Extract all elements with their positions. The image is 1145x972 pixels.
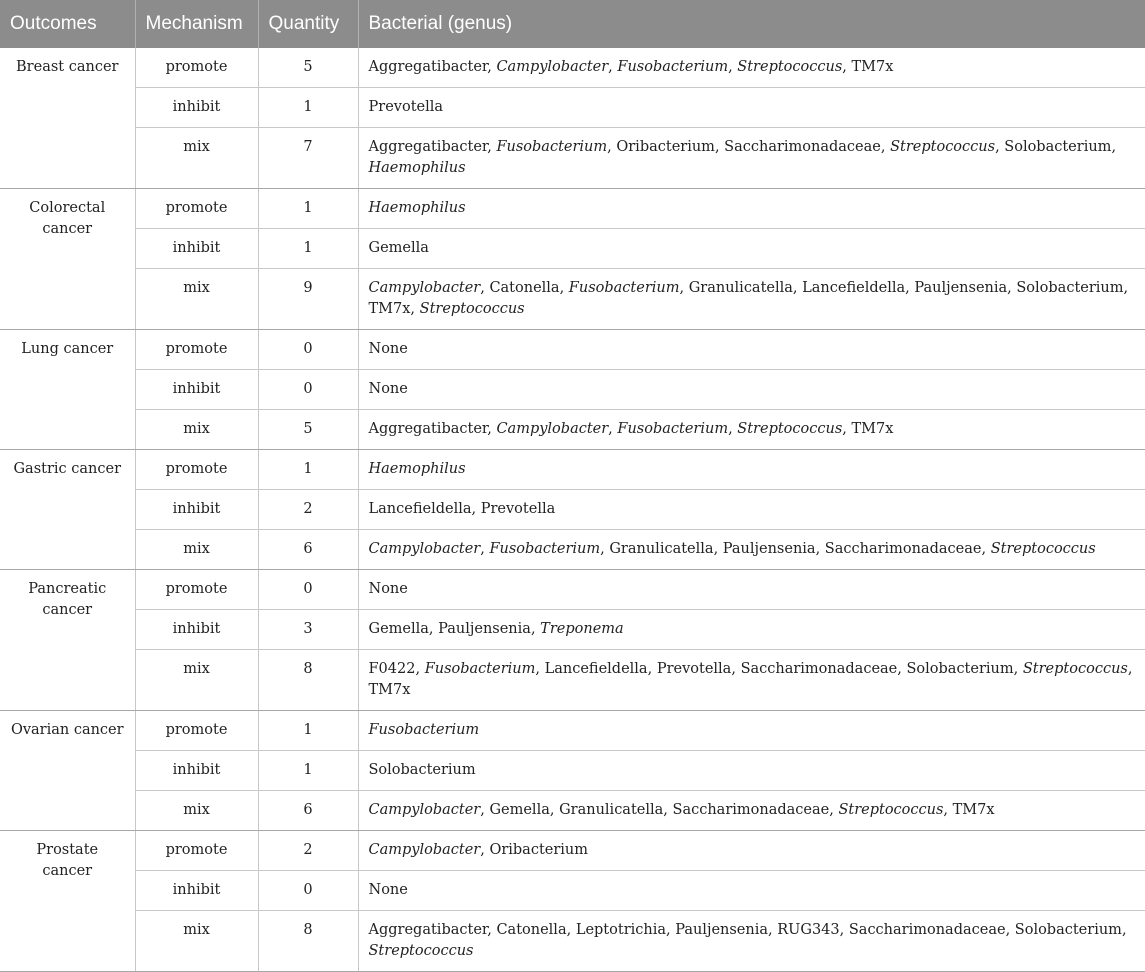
table-row [0, 88, 1145, 128]
bacterial-cell: Aggregatibacter, Campylobacter, Fusobacterium, Streptococcus, TM7x [358, 48, 1145, 88]
quantity-cell: 0 [258, 570, 358, 610]
genus-name: Saccharimonadaceae [724, 139, 881, 155]
table-row [0, 791, 1145, 831]
genus-name: Oribacterium [616, 139, 715, 155]
genus-name: Campylobacter [368, 802, 481, 818]
bacterial-cell: Campylobacter, Oribacterium [358, 831, 1145, 871]
table-row [0, 410, 1145, 450]
bacterial-cell [358, 751, 1145, 791]
mechanism-cell: inhibit [135, 490, 258, 530]
genus-name: Streptococcus [990, 541, 1096, 557]
mechanism-cell: inhibit [135, 871, 258, 911]
table-row [0, 911, 1145, 972]
mechanism-cell: promote [135, 189, 258, 229]
genus-name: TM7x [368, 301, 411, 317]
table-row [0, 610, 1145, 650]
genus-name: Lancefieldella [368, 501, 472, 517]
mechanism-cell: inhibit [135, 751, 258, 791]
genus-name: Gemella [368, 621, 429, 637]
genus-name: Lancefieldella [544, 661, 648, 677]
genus-name: Catonella [496, 922, 567, 938]
quantity-cell: 0 [258, 871, 358, 911]
genus-name: Fusobacterium [424, 661, 536, 677]
mechanism-cell: promote [135, 570, 258, 610]
mechanism-cell: promote [135, 450, 258, 490]
genus-name: Pauljensenia [914, 280, 1008, 296]
table-row [0, 48, 1145, 88]
quantity-cell: 2 [258, 490, 358, 530]
bacterial-cell: Aggregatibacter, Campylobacter, Fusobacterium, Streptococcus, TM7x [358, 410, 1145, 450]
genus-name: Granulicatella [609, 541, 714, 557]
mechanism-cell: mix [135, 269, 258, 330]
table-row [0, 650, 1145, 711]
bacterial-cell [358, 570, 1145, 610]
quantity-cell: 1 [258, 189, 358, 229]
outcome-cell: Breast cancer [0, 48, 135, 189]
genus-name: Fusobacterium [368, 722, 480, 738]
genus-name: Gemella [489, 802, 550, 818]
genus-name: Solobacterium [368, 762, 476, 778]
genus-name: Fusobacterium [489, 541, 601, 557]
genus-name: Fusobacterium [496, 139, 608, 155]
genus-name: Saccharimonadaceae [672, 802, 830, 818]
quantity-cell: 0 [258, 370, 358, 410]
genus-name: Campylobacter [496, 59, 609, 75]
mechanism-cell: mix [135, 128, 258, 189]
genus-name: Pauljensenia [438, 621, 531, 637]
genus-name: TM7x [952, 802, 995, 818]
genus-name: Saccharimonadaceae [848, 922, 1006, 938]
genus-name: Prevotella [656, 661, 732, 677]
quantity-cell: 7 [258, 128, 358, 189]
mechanism-cell: promote [135, 330, 258, 370]
bacterial-cell [358, 229, 1145, 269]
bacterial-cell [358, 88, 1145, 128]
table-row [0, 370, 1145, 410]
bacterial-cell: Campylobacter, Catonella, Fusobacterium, Granulicatella, Lancefieldella, Pauljensenia, Solobacterium, TM7x, Streptococcus [358, 269, 1145, 330]
table-body [0, 48, 1145, 972]
mechanism-cell: inhibit [135, 610, 258, 650]
mechanism-cell: mix [135, 650, 258, 711]
genus-name: Fusobacterium [617, 421, 729, 437]
genus-name: TM7x [368, 682, 411, 698]
genus-name: Saccharimonadaceae [824, 541, 982, 557]
table-row [0, 330, 1145, 370]
outcome-cell: Colorectal cancer [0, 189, 135, 330]
mechanism-cell: inhibit [135, 229, 258, 269]
mechanism-cell: promote [135, 48, 258, 88]
quantity-cell: 8 [258, 911, 358, 972]
quantity-cell: 6 [258, 791, 358, 831]
genus-name: None [368, 381, 408, 397]
table-row [0, 128, 1145, 189]
quantity-cell: 1 [258, 450, 358, 490]
table-row [0, 490, 1145, 530]
mechanism-cell: inhibit [135, 88, 258, 128]
mechanism-cell: promote [135, 711, 258, 751]
genus-name: TM7x [851, 421, 894, 437]
genus-name: Lancefieldella [802, 280, 906, 296]
header-bacterial: Bacterial (genus) [358, 0, 1145, 48]
bacterial-cell [358, 711, 1145, 751]
genus-name: Aggregatibacter [368, 139, 488, 155]
bacterial-cell [358, 189, 1145, 229]
table-row [0, 711, 1145, 751]
genus-name: Fusobacterium [617, 59, 729, 75]
bacterial-cell: Gemella, Pauljensenia, Treponema [358, 610, 1145, 650]
genus-name: Granulicatella [688, 280, 793, 296]
genus-name: Aggregatibacter [368, 421, 488, 437]
genus-name: Pauljensenia [722, 541, 816, 557]
bacterial-cell: Aggregatibacter, Catonella, Leptotrichia, Pauljensenia, RUG343, Saccharimonadaceae, Solobacterium, Streptococcus [358, 911, 1145, 972]
table-row [0, 751, 1145, 791]
genus-name: None [368, 341, 408, 357]
genus-name: Streptococcus [838, 802, 944, 818]
genus-name: Streptococcus [890, 139, 996, 155]
genus-name: Prevotella [480, 501, 556, 517]
quantity-cell: 1 [258, 88, 358, 128]
bacterial-cell: Campylobacter, Gemella, Granulicatella, Saccharimonadaceae, Streptococcus, TM7x [358, 791, 1145, 831]
bacterial-cell: Aggregatibacter, Fusobacterium, Oribacterium, Saccharimonadaceae, Streptococcus, Solobacterium, Haemophilus [358, 128, 1145, 189]
bacterial-cell [358, 450, 1145, 490]
outcome-cell: Lung cancer [0, 330, 135, 450]
genus-name: Aggregatibacter [368, 59, 488, 75]
genus-name: TM7x [851, 59, 894, 75]
genus-name: Gemella [368, 240, 429, 256]
quantity-cell: 1 [258, 711, 358, 751]
bacterial-cell [358, 330, 1145, 370]
quantity-cell: 5 [258, 410, 358, 450]
quantity-cell: 1 [258, 229, 358, 269]
bacterial-cell [358, 370, 1145, 410]
genus-name: Prevotella [368, 99, 444, 115]
genus-name: Streptococcus [419, 301, 525, 317]
mechanism-cell: mix [135, 410, 258, 450]
table-row [0, 269, 1145, 330]
genus-name: Fusobacterium [568, 280, 680, 296]
genus-name: Oribacterium [489, 842, 589, 858]
mechanism-cell: inhibit [135, 370, 258, 410]
quantity-cell: 5 [258, 48, 358, 88]
mechanism-cell: mix [135, 530, 258, 570]
quantity-cell: 1 [258, 751, 358, 791]
table-header [0, 0, 1145, 48]
header-row [0, 0, 1145, 48]
bacterial-cell: Lancefieldella, Prevotella [358, 490, 1145, 530]
mechanism-cell: mix [135, 911, 258, 972]
genus-name: Solobacterium [1016, 280, 1124, 296]
table-row [0, 189, 1145, 229]
header-quantity: Quantity [258, 0, 358, 48]
table-row [0, 450, 1145, 490]
genus-name: Haemophilus [368, 160, 466, 176]
outcome-cell: Gastric cancer [0, 450, 135, 570]
bacterial-cell: Campylobacter, Fusobacterium, Granulicatella, Pauljensenia, Saccharimonadaceae, Streptococcus [358, 530, 1145, 570]
genus-name: Haemophilus [368, 461, 466, 477]
genus-name: Solobacterium [1004, 139, 1112, 155]
genus-name: Streptococcus [1022, 661, 1128, 677]
genus-name: Campylobacter [496, 421, 609, 437]
mechanism-cell: promote [135, 831, 258, 871]
mechanism-cell: mix [135, 791, 258, 831]
genus-name: Campylobacter [368, 842, 481, 858]
genus-name: Treponema [540, 621, 624, 637]
outcome-cell: Ovarian cancer [0, 711, 135, 831]
quantity-cell: 6 [258, 530, 358, 570]
quantity-cell: 3 [258, 610, 358, 650]
genus-name: Streptococcus [737, 59, 843, 75]
header-outcomes: Outcomes [0, 0, 135, 48]
genus-name: Saccharimonadaceae [740, 661, 898, 677]
genus-name: Campylobacter [368, 541, 481, 557]
table-row [0, 831, 1145, 871]
outcome-cell: Pancreatic cancer [0, 570, 135, 711]
table-row [0, 570, 1145, 610]
genus-name: None [368, 581, 408, 597]
genus-name: Streptococcus [368, 943, 474, 959]
quantity-cell: 9 [258, 269, 358, 330]
table-row [0, 229, 1145, 269]
genus-name: Aggregatibacter [368, 922, 488, 938]
genus-name: Pauljensenia [675, 922, 769, 938]
genus-name: Solobacterium [1014, 922, 1122, 938]
genus-name: None [368, 882, 408, 898]
genus-name: Haemophilus [368, 200, 466, 216]
table-row [0, 530, 1145, 570]
quantity-cell: 2 [258, 831, 358, 871]
bacterial-cell: F0422, Fusobacterium, Lancefieldella, Prevotella, Saccharimonadaceae, Solobacterium, Streptococcus, TM7x [358, 650, 1145, 711]
genus-name: Granulicatella [559, 802, 664, 818]
header-mechanism: Mechanism [135, 0, 258, 48]
genus-name: Solobacterium [906, 661, 1014, 677]
quantity-cell: 0 [258, 330, 358, 370]
genus-name: Leptotrichia [575, 922, 666, 938]
genus-name: F0422 [368, 661, 416, 677]
genus-name: Streptococcus [737, 421, 843, 437]
quantity-cell: 8 [258, 650, 358, 711]
genus-name: RUG343 [777, 922, 840, 938]
genus-name: Campylobacter [368, 280, 481, 296]
outcome-cell: Prostate cancer [0, 831, 135, 972]
genus-name: Catonella [489, 280, 560, 296]
